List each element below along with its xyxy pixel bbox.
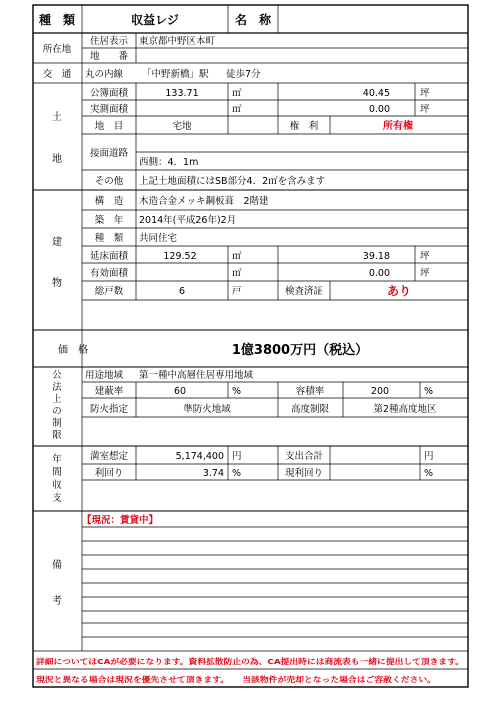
zoning-value: 第一種中高層住居専用地域 — [139, 370, 254, 381]
building-kind-value: 共同住宅 — [139, 233, 178, 244]
registry-area-m2: 133.71 — [165, 88, 199, 99]
address-label: 住居表示 — [89, 36, 129, 47]
far-value: 200 — [370, 386, 390, 397]
footer-note-1: 詳細についてはCAが必要になります。資料拡散防止の為、CA提出時には商流表も一緒に提出して頂きます。 — [36, 657, 465, 666]
total-units-value: 6 — [178, 286, 186, 297]
building-label-2: 物 — [52, 278, 62, 289]
actual-area-tsubo-unit: 坪 — [420, 104, 430, 115]
floor-area-tsubo: 39.18 — [362, 251, 390, 262]
effective-area-tsubo: 0.00 — [368, 268, 390, 279]
built-year-label: 築 年 — [94, 215, 124, 226]
coverage-value: 60 — [173, 386, 187, 397]
income-label — [52, 453, 62, 504]
actual-area-label: 実測面積 — [89, 104, 129, 115]
expense-unit: 円 — [424, 451, 434, 462]
registry-area-label: 公簿面積 — [89, 88, 129, 99]
remarks-label-2: 考 — [52, 596, 62, 607]
current-yield-label: 現利回り — [284, 468, 324, 479]
far-label: 容積率 — [295, 386, 325, 397]
income-label-char: 年 — [52, 454, 62, 465]
legal-label-char: 公 — [52, 370, 62, 381]
legal-label-char: 限 — [52, 430, 62, 441]
transport-station: 「中野新橋」駅 — [142, 69, 209, 80]
inspection-label: 検査済証 — [284, 286, 324, 297]
fire-zone-value: 準防火地域 — [183, 404, 231, 415]
land-label-1: 土 — [52, 112, 62, 123]
legal-label-char: 上 — [52, 394, 62, 405]
income-label-char: 支 — [52, 493, 62, 504]
land-category-value: 宅地 — [172, 121, 192, 132]
floor-area-m2-unit: ㎡ — [232, 251, 242, 262]
land-other-value: 上記土地面積にはSB部分4．2㎡を含みます — [139, 176, 326, 187]
footer-note-2: 現況と異なる場合は現況を優先させて頂きます。 当該物件が売却となった場合はご容赦ください。 — [36, 675, 436, 684]
remarks-label-1: 備 — [52, 560, 62, 571]
income-label-char: 間 — [52, 467, 62, 478]
land-other-label: その他 — [94, 176, 124, 187]
total-units-unit: 戸 — [232, 286, 242, 297]
address-value: 東京都中野区本町 — [139, 36, 216, 47]
coverage-label: 建蔽率 — [94, 386, 124, 397]
transport-label: 交 通 — [42, 69, 72, 80]
legal-label-char: 法 — [52, 382, 62, 393]
zoning-label: 用途地域 — [85, 370, 124, 381]
yield-label: 利回り — [94, 468, 124, 479]
registry-area-tsubo-unit: 坪 — [420, 88, 430, 99]
registry-area-tsubo: 40.45 — [362, 88, 390, 99]
legal-label-char: 制 — [52, 418, 62, 429]
effective-area-m2-unit: ㎡ — [232, 268, 242, 279]
land-rights-label: 権 利 — [289, 121, 319, 132]
type-label: 種 類 — [38, 13, 76, 27]
location-label: 所在地 — [42, 44, 72, 55]
floor-area-tsubo-unit: 坪 — [420, 251, 430, 262]
land-rights-value: 所有権 — [383, 121, 413, 132]
price-value: 1億3800万円（税込） — [231, 343, 369, 358]
expense-label: 支出合計 — [284, 451, 324, 462]
road-label: 接面道路 — [89, 148, 129, 159]
full-income-value: 5,174,400 — [175, 451, 224, 462]
coverage-unit: % — [232, 386, 242, 397]
price-label: 価 格 — [58, 345, 88, 356]
legal-label — [52, 370, 62, 441]
total-units-label: 総戸数 — [94, 286, 124, 297]
legal-label-char: の — [52, 406, 62, 417]
effective-area-tsubo-unit: 坪 — [420, 268, 430, 279]
fire-zone-label: 防火指定 — [89, 404, 129, 415]
road-value: 西側：4．1m — [139, 157, 199, 168]
type-value: 収益レジ — [131, 13, 179, 27]
land-category-label: 地 目 — [94, 121, 124, 132]
floor-area-m2: 129.52 — [163, 251, 197, 262]
yield-value: 3.74 — [202, 468, 224, 479]
built-year-value: 2014年(平成26年)2月 — [139, 215, 237, 226]
transport-walk: 徒歩7分 — [226, 69, 261, 80]
land-label-2: 地 — [52, 154, 62, 165]
structure-value: 木造合金メッキ鋼板葺 2階建 — [139, 196, 269, 207]
height-limit-value: 第2種高度地区 — [373, 404, 437, 415]
height-limit-label: 高度制限 — [290, 404, 330, 415]
effective-area-label: 有効面積 — [89, 268, 129, 279]
current-yield-unit: % — [424, 468, 434, 479]
structure-label: 構 造 — [94, 196, 124, 207]
remarks-status: 【現況：賃貸中】 — [82, 515, 159, 526]
name-label: 名 称 — [234, 13, 272, 27]
transport-line: 丸の内線 — [85, 69, 124, 80]
actual-area-m2-unit: ㎡ — [232, 104, 242, 115]
far-unit: % — [424, 386, 434, 397]
yield-unit: % — [232, 468, 242, 479]
actual-area-tsubo: 0.00 — [368, 104, 390, 115]
full-income-label: 満室想定 — [89, 451, 129, 462]
registry-area-m2-unit: ㎡ — [232, 88, 242, 99]
building-label-1: 建 — [52, 237, 62, 248]
inspection-value: あり — [386, 284, 412, 298]
lot-label: 地 番 — [89, 51, 129, 62]
income-label-char: 収 — [52, 480, 62, 491]
floor-area-label: 延床面積 — [89, 251, 129, 262]
building-kind-label: 種 類 — [94, 233, 124, 244]
full-income-unit: 円 — [232, 451, 242, 462]
